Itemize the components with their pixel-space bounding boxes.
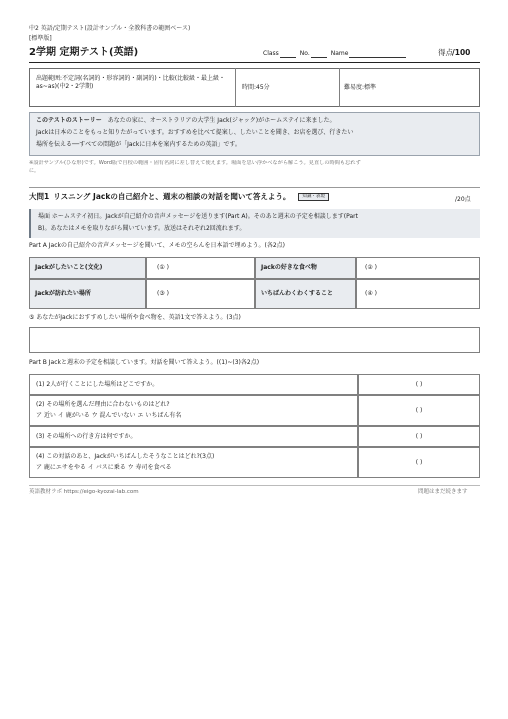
page-title: 2学期 定期テスト(英語) bbox=[29, 47, 139, 58]
scene-line2: B)。あなたはメモを取りながら聞いています。放送はそれぞれ2回流れます。 bbox=[38, 225, 246, 232]
name-field[interactable] bbox=[349, 51, 406, 58]
no-label: No. bbox=[299, 50, 310, 57]
memo-answer-3[interactable]: (③ ) bbox=[146, 279, 255, 309]
class-label: Class bbox=[263, 50, 279, 57]
memo-answer-4[interactable]: (④ ) bbox=[356, 279, 480, 309]
memo-label-3: Jackが訪れたい場所 bbox=[29, 279, 146, 309]
partB-q2-cell bbox=[29, 395, 358, 426]
q1-tag: 知識・表現 bbox=[298, 193, 329, 201]
story-text-1: あなたの家に、オーストラリアの大学生 Jack(ジャック)がホームステイに来ました。 bbox=[107, 117, 336, 124]
q5-answer-box[interactable] bbox=[29, 327, 480, 353]
q1-header bbox=[29, 192, 329, 202]
partB-a4[interactable]: ( ) bbox=[358, 447, 480, 478]
story-lead: このテストのストーリー bbox=[36, 117, 102, 124]
partB-q3: (3) その場所への行き方は何ですか。 bbox=[29, 426, 358, 447]
info-time: 時間:45分 bbox=[242, 84, 270, 91]
section-divider bbox=[29, 187, 480, 188]
partB-q4-choices: ア 鹿にエサをやる イ バスに乗る ウ 寿司を食べる bbox=[36, 464, 172, 471]
partB-a3[interactable]: ( ) bbox=[358, 426, 480, 447]
story-line1 bbox=[36, 117, 476, 125]
note-line1: ※設計サンプル(ひな形)です。Word版で自校の範囲・固有名詞に差し替えて使えます。場面を思い浮かべながら解こう。見直しの時間も忘れず bbox=[29, 160, 361, 166]
score-total: /100 bbox=[452, 48, 471, 57]
info-divider-2 bbox=[339, 68, 340, 107]
partA-instruction: Part A Jackの自己紹介の音声メッセージを聞いて、メモの空らんを日本語で埋めよう。(各2点) bbox=[29, 242, 286, 249]
memo-label-2: Jackの好きな食べ物 bbox=[255, 257, 356, 279]
class-field[interactable] bbox=[280, 51, 296, 58]
student-fields bbox=[263, 50, 406, 58]
footer-site[interactable]: 英語教材ラボ https://eigo-kyozai-lab.com bbox=[29, 489, 139, 495]
partB-q2: (2) その場所を選んだ理由に合わないものはどれ? bbox=[36, 401, 170, 408]
q1-points: /20点 bbox=[455, 196, 471, 203]
header-edition: [標準版] bbox=[29, 35, 52, 42]
info-divider-1 bbox=[235, 68, 236, 107]
header-divider bbox=[29, 62, 480, 63]
q1-title: リスニング Jackの自己紹介と、週末の相談の対話を聞いて答えよう。 bbox=[53, 192, 291, 201]
info-scope: 出題範囲:不定詞(名詞的・形容詞的・副詞的)・比較(比較級・最上級・as~as)(中2・2学期) bbox=[36, 75, 226, 90]
q1-label: 大問1 bbox=[29, 192, 50, 201]
footer-continue: 問題はまだ続きます bbox=[418, 489, 468, 495]
story-line3: 場所を伝える──すべての問題が「Jackに日本を案内するための英語」です。 bbox=[36, 141, 241, 148]
scene-line1: 場面 ホームステイ初日。Jackが自己紹介の音声メッセージを送ります(Part A)。そのあと週末の予定を相談します(Part bbox=[38, 213, 358, 220]
note-line2: に。 bbox=[29, 168, 40, 174]
footer-divider bbox=[29, 485, 480, 486]
partB-instruction: Part B Jackと週末の予定を相談しています。対話を聞いて答えよう。((1)~(3)各2点) bbox=[29, 359, 260, 366]
partB-q1: (1) 2人が行くことにした場所はどこですか。 bbox=[29, 374, 358, 395]
info-difficulty: 難易度:標準 bbox=[344, 84, 377, 91]
partB-a2[interactable]: ( ) bbox=[358, 395, 480, 426]
memo-label-1: Jackがしたいこと(文化) bbox=[29, 257, 146, 279]
name-label: Name bbox=[330, 50, 349, 57]
partB-a1[interactable]: ( ) bbox=[358, 374, 480, 395]
partB-q2-choices: ア 近い イ 鹿がいる ウ 混んでいない エ いちばん有名 bbox=[36, 412, 182, 419]
score-label: 得点 bbox=[438, 48, 453, 57]
partB-q4-cell bbox=[29, 447, 358, 478]
memo-answer-2[interactable]: (② ) bbox=[356, 257, 480, 279]
no-field[interactable] bbox=[311, 51, 327, 58]
header-subtitle: 中2 英語/定期テスト(設計サンプル・全教科書の範囲ベース) bbox=[29, 25, 191, 32]
q5-instruction: ⑤ あなたがJackにおすすめしたい場所や食べ物を、英語1文で答えよう。(3点) bbox=[29, 314, 241, 321]
story-line2: Jackは日本のことをもっと知りたがっています。おすすめを比べて提案し、したいことを聞き、お店を選び、行きたい bbox=[36, 129, 354, 136]
memo-answer-1[interactable]: (① ) bbox=[146, 257, 255, 279]
memo-label-4: いちばんわくわくすること bbox=[255, 279, 356, 309]
partB-q4: (4) この対話のあと、Jackがいちばんしたそうなことはどれ?(3点) bbox=[36, 453, 215, 460]
